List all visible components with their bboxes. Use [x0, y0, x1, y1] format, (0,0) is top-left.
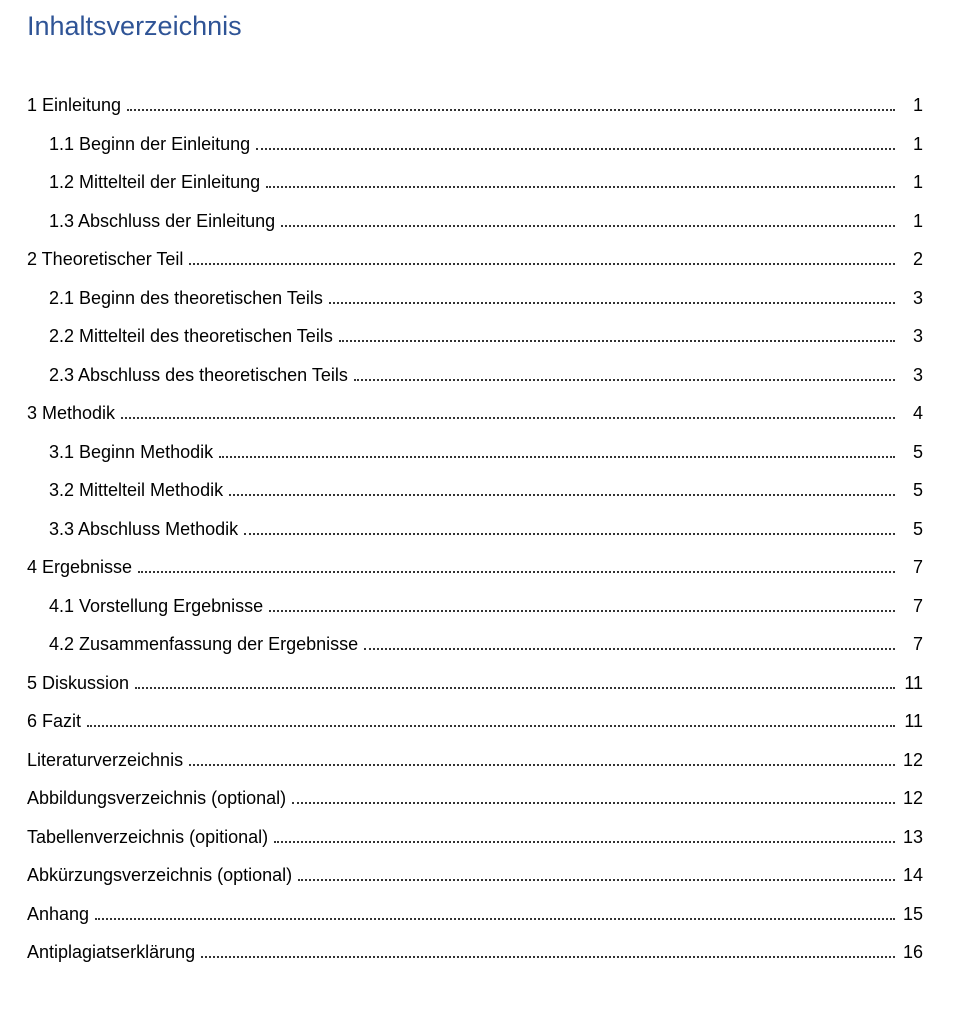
toc-entry[interactable] — [27, 548, 923, 587]
toc-dot-leader — [281, 212, 895, 230]
toc-entry[interactable] — [27, 818, 923, 857]
toc-entry-label[interactable]: Anhang — [27, 903, 90, 924]
toc-entry-page-number[interactable]: 12 — [902, 788, 923, 808]
toc-entry-page-number[interactable]: 1 — [912, 95, 923, 115]
toc-entry-label[interactable]: Antiplagiatserklärung — [27, 942, 196, 962]
toc-entry[interactable] — [27, 895, 923, 934]
toc-entry-page-number[interactable]: 11 — [904, 672, 923, 693]
toc-entry-page-number[interactable]: 7 — [912, 557, 923, 577]
toc-entry-label[interactable]: 2 Theoretischer Teil — [27, 249, 184, 269]
toc-entry-page-number[interactable]: 14 — [902, 865, 923, 885]
toc-dot-leader — [269, 597, 895, 615]
toc-entry-page-number[interactable]: 1 — [912, 210, 923, 231]
toc-entry[interactable] — [27, 702, 923, 741]
toc-entry[interactable] — [27, 741, 923, 780]
toc-entry-label[interactable]: 5 Diskussion — [27, 672, 130, 693]
toc-entry-page-number[interactable]: 7 — [912, 595, 923, 616]
toc-entry-label[interactable]: 2.3 Abschluss des theoretischen Teils — [49, 364, 348, 385]
toc-entry[interactable] — [49, 279, 923, 318]
toc-entry-label[interactable]: 3 Methodik — [27, 403, 116, 423]
toc-title: Inhaltsverzeichnis — [27, 11, 242, 41]
toc-dot-leader — [266, 173, 895, 191]
toc-entry-label[interactable]: 3.2 Mittelteil Methodik — [49, 480, 224, 500]
toc-entry-page-number[interactable]: 12 — [902, 749, 923, 770]
toc-dot-leader — [329, 289, 895, 307]
toc-entry-label[interactable]: Abkürzungsverzeichnis (optional) — [27, 865, 293, 885]
toc-entry[interactable] — [27, 664, 923, 703]
toc-entry-page-number[interactable]: 5 — [912, 441, 923, 462]
toc-dot-leader — [201, 943, 895, 961]
toc-entry-label[interactable]: Literaturverzeichnis — [27, 749, 184, 770]
toc-entry[interactable] — [27, 856, 923, 895]
toc-dot-leader — [229, 481, 895, 499]
toc-entry-page-number[interactable]: 15 — [902, 903, 923, 924]
toc-entry-page-number[interactable]: 3 — [912, 364, 923, 385]
toc-dot-leader — [87, 712, 895, 730]
toc-entry-page-number[interactable]: 5 — [912, 480, 923, 500]
toc-entry[interactable] — [49, 433, 923, 472]
toc-dot-leader — [189, 250, 895, 268]
toc-entry-label[interactable]: 3.3 Abschluss Methodik — [49, 518, 239, 539]
toc-entry[interactable] — [49, 625, 923, 664]
toc-dot-leader — [189, 751, 895, 769]
toc-entry-page-number[interactable]: 1 — [912, 133, 923, 154]
toc-entry-page-number[interactable]: 4 — [912, 403, 923, 423]
toc-entry-label[interactable]: 6 Fazit — [27, 711, 82, 731]
toc-dot-leader — [364, 635, 895, 653]
toc-entry-page-number[interactable]: 13 — [902, 826, 923, 847]
toc-entry-page-number[interactable]: 16 — [902, 942, 923, 962]
toc-dot-leader — [219, 443, 895, 461]
toc-entry[interactable] — [49, 356, 923, 395]
toc-dot-leader — [95, 905, 895, 923]
toc-entry[interactable] — [27, 779, 923, 818]
toc-dot-leader — [138, 558, 895, 576]
toc-entry[interactable] — [49, 510, 923, 549]
toc-entry-label[interactable]: Abbildungsverzeichnis (optional) — [27, 788, 287, 808]
toc-entry[interactable] — [49, 471, 923, 510]
toc-entry[interactable] — [49, 317, 923, 356]
toc-entry-page-number[interactable]: 1 — [912, 172, 923, 192]
toc-entry-label[interactable]: 1.1 Beginn der Einleitung — [49, 133, 251, 154]
toc-entry-label[interactable]: 1.3 Abschluss der Einleitung — [49, 210, 276, 231]
toc-entry[interactable] — [49, 163, 923, 202]
toc-entry[interactable] — [27, 933, 923, 972]
toc-entry[interactable] — [27, 240, 923, 279]
toc-dot-leader — [121, 404, 895, 422]
toc-entry-page-number[interactable]: 3 — [912, 287, 923, 308]
toc-dot-leader — [292, 789, 895, 807]
toc-entry-label[interactable]: 1.2 Mittelteil der Einleitung — [49, 172, 261, 192]
toc-dot-leader — [274, 828, 895, 846]
toc-entry-page-number[interactable]: 7 — [912, 634, 923, 654]
toc-entry-label[interactable]: 1 Einleitung — [27, 95, 122, 115]
toc-entry-label[interactable]: Tabellenverzeichnis (opitional) — [27, 826, 269, 847]
toc-entry[interactable] — [49, 202, 923, 241]
toc-dot-leader — [339, 327, 895, 345]
toc-list — [0, 86, 964, 972]
toc-entry[interactable] — [27, 394, 923, 433]
toc-entry-page-number[interactable]: 3 — [912, 326, 923, 346]
toc-dot-leader — [298, 866, 895, 884]
toc-dot-leader — [354, 366, 895, 384]
toc-entry-label[interactable]: 4 Ergebnisse — [27, 557, 133, 577]
toc-entry-page-number[interactable]: 2 — [912, 249, 923, 269]
toc-entry[interactable] — [27, 86, 923, 125]
toc-dot-leader — [244, 520, 895, 538]
toc-dot-leader — [135, 674, 895, 692]
toc-entry[interactable] — [49, 125, 923, 164]
toc-entry-label[interactable]: 4.2 Zusammenfassung der Ergebnisse — [49, 634, 359, 654]
toc-entry-label[interactable]: 4.1 Vorstellung Ergebnisse — [49, 595, 264, 616]
toc-entry-label[interactable]: 3.1 Beginn Methodik — [49, 441, 214, 462]
toc-dot-leader — [256, 135, 895, 153]
toc-entry-page-number[interactable]: 5 — [912, 518, 923, 539]
toc-dot-leader — [127, 96, 895, 114]
toc-entry[interactable] — [49, 587, 923, 626]
toc-entry-page-number[interactable]: 11 — [904, 711, 923, 731]
toc-entry-label[interactable]: 2.2 Mittelteil des theoretischen Teils — [49, 326, 333, 346]
toc-entry-label[interactable]: 2.1 Beginn des theoretischen Teils — [49, 287, 323, 308]
